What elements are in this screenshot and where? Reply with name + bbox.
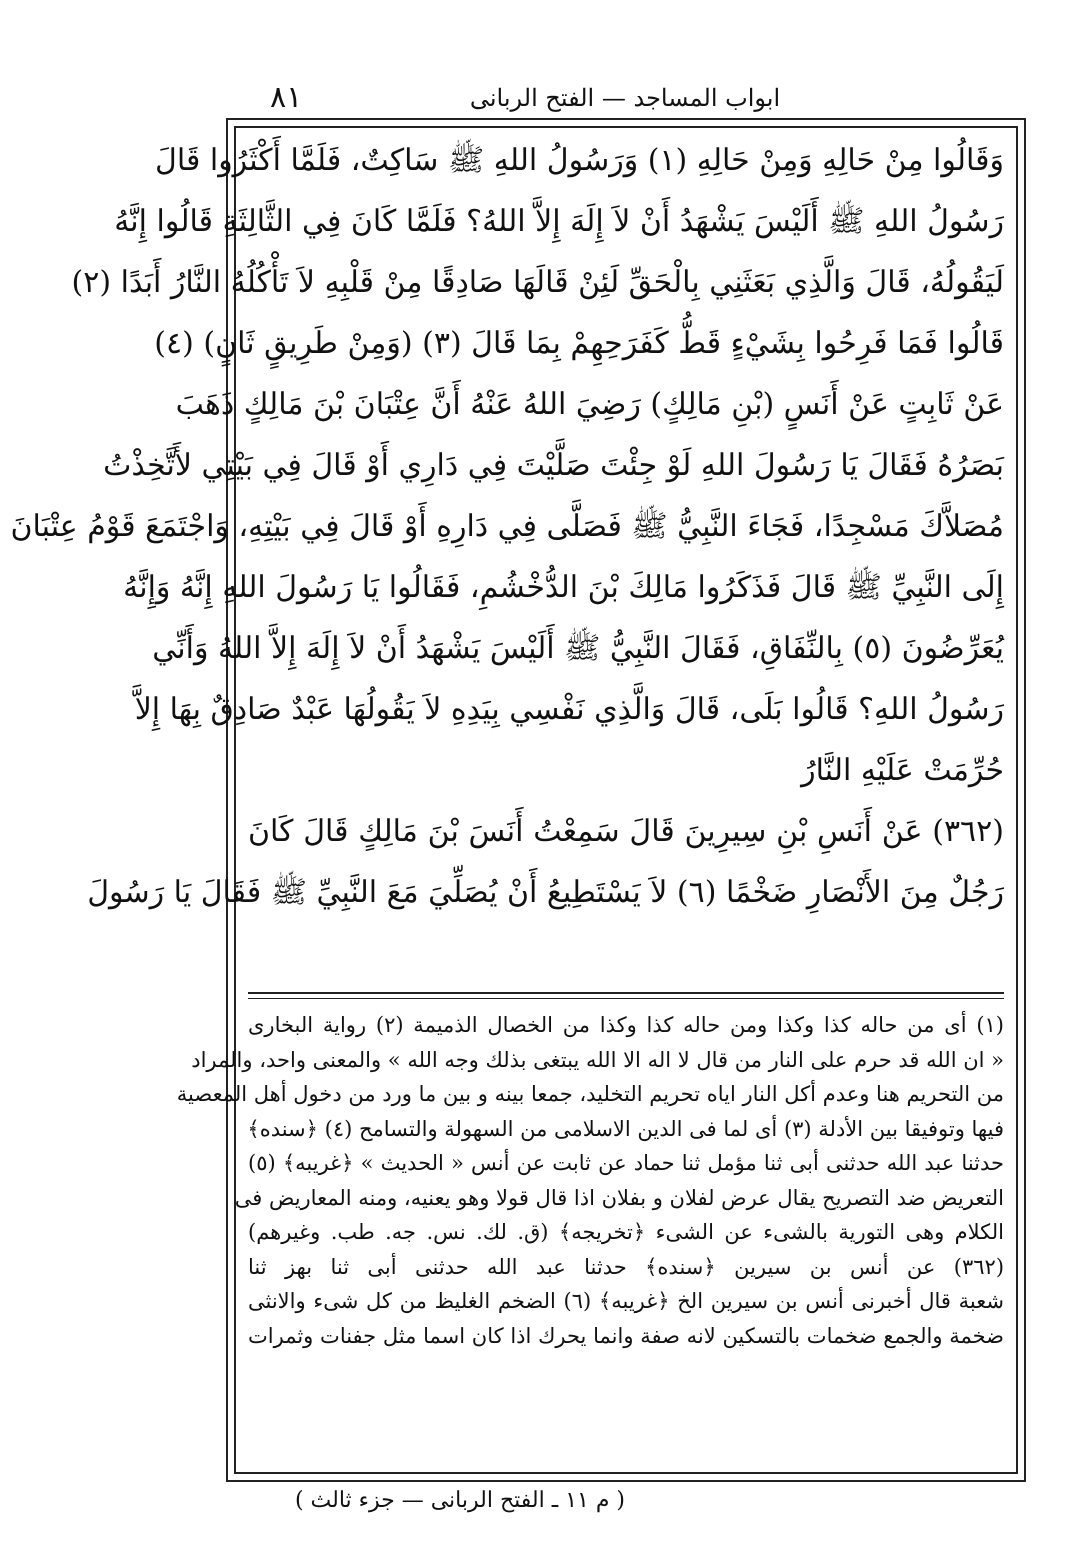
- main-text-line: يُعَرِّضُونَ (٥) بِالنِّفَاقِ، فَقَالَ النَّبِيُّ ﷺ أَلَيْسَ يَشْهَدُ أَنْ لاَ إِلَهَ إِلاَّ اللهُ وَأَنِّي: [152, 631, 1004, 666]
- main-text-body: [10, 130, 1004, 923]
- main-text-line: رَسُولُ اللهِ ﷺ أَلَيْسَ يَشْهَدُ أَنْ لاَ إِلَهَ إِلاَّ اللهُ؟ فَلَمَّا كَانَ فِي الثَّالِثَةِ قَالُوا إِنَّهُ: [114, 204, 1004, 239]
- footnote-line: ضخمة والجمع ضخمات بالتسكين لانه صفة وانما يحرك اذا كان اسما مثل جفنات وثمرات: [248, 1323, 1004, 1348]
- main-text-line: قَالُوا فَمَا فَرِحُوا بِشَيْءٍ قَطُّ كَفَرَحِهِمْ بِمَا قَالَ (٣) (وَمِنْ طَرِيقٍ ثَانٍ) (٤): [154, 326, 1004, 361]
- main-text-line: بَصَرُهُ فَقَالَ يَا رَسُولَ اللهِ لَوْ جِئْتَ صَلَّيْتَ فِي دَارِي أَوْ قَالَ فِي بَيْتِي لأَتَّخِذْتُ: [103, 448, 1004, 483]
- main-text-line: حُرِّمَتْ عَلَيْهِ النَّارُ: [801, 753, 1004, 788]
- footnote-line: فيها وتوفيقا بين الأدلة (٣) أى لما فى الدين الاسلامى من السهولة والتسامح (٤) ﴿سنده﴾: [247, 1116, 1004, 1141]
- footnote-line: التعريض ضد التصريح يقال عرض لفلان و بفلان اذا قال قولا وهو يعنيه، ومنه المعاريض فى: [234, 1185, 1004, 1210]
- main-text-line: رَسُولُ اللهِ؟ قَالُوا بَلَى، قَالَ وَالَّذِي نَفْسِي بِيَدِهِ لاَ يَقُولُهَا عَبْدٌ صَادِقٌ بِهَا إِلاَّ: [134, 692, 1004, 727]
- main-text-line: مُصَلاَّكَ مَسْجِدًا، فَجَاءَ النَّبِيُّ ﷺ فَصَلَّى فِي دَارِهِ أَوْ قَالَ فِي بَيْتِهِ، وَاجْتَمَعَ قَوْمُ عِتْبَانَ: [10, 509, 1004, 544]
- signature-mark: ( م ١١ ـ الفتح الربانى — جزء ثالث ): [294, 1488, 626, 1513]
- page-number: ٨١: [270, 80, 303, 115]
- hadith-362-line: (٣٦٢) عَنْ أَنَسِ بْنِ سِيرِينَ قَالَ سَمِعْتُ أَنَسَ بْنَ مَالِكٍ قَالَ كَانَ: [248, 814, 1004, 849]
- footnote-line: « ان الله قد حرم على النار من قال لا اله الا الله يبتغى بذلك وجه الله » والمعنى واحد، والمراد: [191, 1047, 1004, 1072]
- main-text-line: وَقَالُوا مِنْ حَالِهِ وَمِنْ حَالِهِ (١) وَرَسُولُ اللهِ ﷺ سَاكِتٌ، فَلَمَّا أَكْثَرُوا قَالَ: [155, 143, 1004, 178]
- footnote-separator: [248, 992, 1004, 994]
- page-header: [230, 78, 1020, 118]
- footnote-line: (٣٦٢) عن أنس بن سيرين ﴿سنده﴾ حدثنا عبد الله حدثنى أبى ثنا بهز ثنا: [248, 1254, 1005, 1279]
- hadith-362-line: رَجُلٌ مِنَ الأَنْصَارِ ضَخْمًا (٦) لاَ يَسْتَطِيعُ أَنْ يُصَلِّيَ مَعَ النَّبِيِّ ﷺ فَقَالَ يَا رَسُولَ: [87, 875, 1004, 910]
- footnote-line: من التحريم هنا وعدم أكل النار اياه تحريم التخليد، جمعا بينه و بين ما ورد من دخول أهل المعصية: [176, 1082, 1004, 1106]
- footnote-line: (١) أى من حاله كذا وكذا ومن حاله كذا وكذا من الخصال الذميمة (٢) رواية البخارى: [248, 1013, 1004, 1037]
- footnote-line: الكلام وهى التورية بالشىء عن الشىء ﴿تخريجه﴾ (ق. لك. نس. جه. طب. وغيرهم): [248, 1220, 1004, 1244]
- footnotes: [176, 1008, 1005, 1353]
- footnote-line: حدثنا عبد الله حدثنى أبى ثنا مؤمل ثنا حماد عن ثابت عن أنس « الحديث » ﴿غريبه﴾ (٥): [248, 1151, 1004, 1175]
- main-text-line: عَنْ ثَابِتٍ عَنْ أَنَسٍ (بْنِ مَالِكٍ) رَضِيَ اللهُ عَنْهُ أَنَّ عِتْبَانَ بْنَ مَالِكٍ ذَهَبَ: [175, 387, 1004, 422]
- main-text-line: إِلَى النَّبِيِّ ﷺ قَالَ فَذَكَرُوا مَالِكَ بْنَ الدُّخْشُمِ، فَقَالُوا يَا رَسُولَ اللهِ إِنَّهُ وَإِنَّهُ: [123, 570, 1004, 605]
- main-text-line: لَيَقُولُهُ، قَالَ وَالَّذِي بَعَثَنِي بِالْحَقِّ لَئِنْ قَالَهَا صَادِقًا مِنْ قَلْبِهِ لاَ تَأْكُلُهُ النَّارُ أَبَدًا (٢): [71, 265, 1004, 300]
- footnote-separator-thin: [248, 998, 1004, 999]
- running-title: ابواب المساجد — الفتح الربانى: [469, 84, 781, 112]
- footnote-line: شعبة قال أخبرنى أنس بن سيرين الخ ﴿غريبه﴾ (٦) الضخم الغليظ من كل شىء والانثى: [248, 1289, 1004, 1313]
